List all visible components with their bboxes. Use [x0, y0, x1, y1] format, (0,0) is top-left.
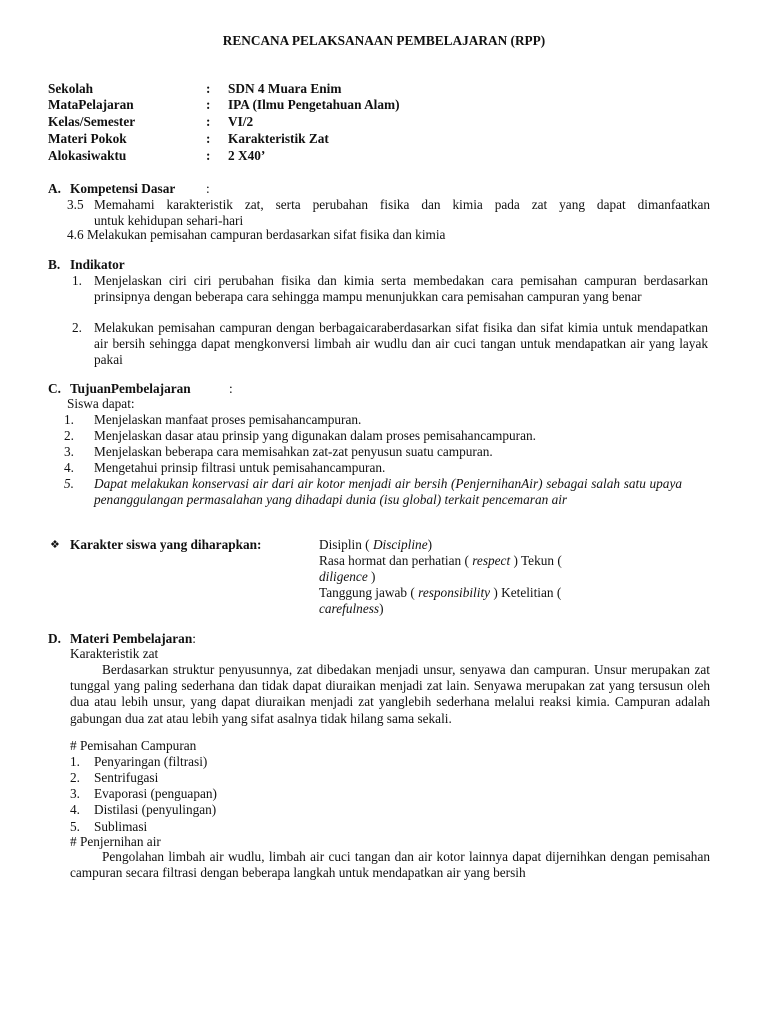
identity-value: VI/2: [228, 114, 254, 129]
list-number: 5.: [70, 819, 80, 834]
diamond-bullet-icon: ❖: [50, 538, 60, 551]
list-number: 4.: [70, 802, 80, 817]
list-item: Menjelaskan dasar atau prinsip yang digunakan dalam proses pemisahancampuran.: [94, 428, 536, 443]
identity-label: Alokasiwaktu: [48, 148, 127, 163]
karakter-line: carefulness): [319, 601, 384, 616]
identity-label: Materi Pokok: [48, 131, 127, 146]
list-item: Menjelaskan manfaat proses pemisahancampuran.: [94, 412, 362, 427]
section-letter: B.: [48, 257, 61, 272]
list-number: 1.: [72, 273, 82, 288]
list-item: Mengetahui prinsip filtrasi untuk pemisahancampuran.: [94, 460, 386, 475]
section-heading: TujuanPembelajaran: [70, 381, 191, 396]
list-item: Evaporasi (penguapan): [94, 786, 217, 801]
list-item: Dapat melakukan konservasi air dari air kotor menjadi air bersih (PenjernihanAir) sebagai salah satu upaya penanggulangan permasalahan yang dihadapi dunia (isu global) terkait pencemaran air: [94, 476, 682, 507]
kd-text: Memahami karakteristik zat, serta perubahan fisika dan kimia pada zat yang dapat dimanfaatkan: [94, 197, 710, 212]
list-number: 5.: [64, 476, 74, 491]
list-number: 1.: [64, 412, 74, 427]
kd-text: 4.6 Melakukan pemisahan campuran berdasarkan sifat fisika dan kimia: [67, 227, 446, 242]
list-item: Sentrifugasi: [94, 770, 159, 785]
list-item: Distilasi (penyulingan): [94, 802, 217, 817]
identity-colon: :: [206, 114, 211, 129]
list-item: Menjelaskan beberapa cara memisahkan zat-zat penyusun suatu campuran.: [94, 444, 493, 459]
identity-colon: :: [206, 81, 211, 96]
section-heading: Kompetensi Dasar: [70, 181, 176, 196]
section-letter: D.: [48, 631, 61, 646]
identity-label: Sekolah: [48, 81, 94, 96]
materi-subtitle: Karakteristik zat: [70, 646, 159, 661]
list-number: 1.: [70, 754, 80, 769]
materi-paragraph: Berdasarkan struktur penyusunnya, zat dibedakan menjadi unsur, senyawa dan campuran. Unsur merupakan zat tunggal yang paling sederhana dan tidak dapat diuraikan menjadi zat lain. Senyawa merupakan zat yang tersusun oleh dua atau lebih unsur, yang dapat diuraikan menjadi zat yanglebih sederhana melalui reaksi kimia. Campuran adalah gabungan dua zat atau lebih yang sifat asalnya tidak hilang sama sekali.: [70, 662, 710, 726]
identity-value: IPA (Ilmu Pengetahuan Alam): [228, 97, 400, 112]
section-colon: :: [206, 181, 210, 196]
list-number: 2.: [72, 320, 82, 335]
karakter-line: Disiplin ( Discipline): [319, 537, 433, 552]
list-number: 2.: [64, 428, 74, 443]
section-heading: Indikator: [70, 257, 125, 272]
list-number: 2.: [70, 770, 80, 785]
list-number: 4.: [64, 460, 74, 475]
kd-text-continued: untuk kehidupan sehari-hari: [94, 213, 244, 228]
pemisahan-heading: # Pemisahan Campuran: [70, 738, 197, 753]
karakter-heading: Karakter siswa yang diharapkan:: [70, 537, 262, 552]
penjernihan-heading: # Penjernihan air: [70, 834, 161, 849]
identity-label: Kelas/Semester: [48, 114, 136, 129]
karakter-line: Tanggung jawab ( responsibility ) Ketelitian (: [319, 585, 562, 600]
identity-colon: :: [206, 97, 211, 112]
list-item: Sublimasi: [94, 819, 148, 834]
list-number: 3.: [70, 786, 80, 801]
karakter-line: diligence ): [319, 569, 376, 584]
section-intro: Siswa dapat:: [67, 396, 135, 411]
document-title: RENCANA PELAKSANAAN PEMBELAJARAN (RPP): [222, 33, 546, 48]
identity-value: Karakteristik Zat: [228, 131, 329, 146]
identity-colon: :: [206, 148, 211, 163]
list-item: Melakukan pemisahan campuran dengan berbagaicaraberdasarkan sifat fisika dan sifat kimia untuk mendapatkan air bersih sehingga dapat mengkonversi limbah air wudlu dan air cuci tangan untuk mendapatkan air yang layak pakai: [94, 320, 708, 368]
section-heading: Materi Pembelajaran:: [70, 631, 196, 646]
identity-value: SDN 4 Muara Enim: [228, 81, 342, 96]
section-colon: :: [229, 381, 233, 396]
identity-label: MataPelajaran: [48, 97, 134, 112]
identity-colon: :: [206, 131, 211, 146]
list-number: 3.: [64, 444, 74, 459]
section-letter: A.: [48, 181, 61, 196]
list-item: Penyaringan (filtrasi): [94, 754, 208, 769]
penjernihan-paragraph: Pengolahan limbah air wudlu, limbah air cuci tangan dan air kotor lainnya dapat dijernihkan dengan pemisahan campuran secara filtrasi dengan beberapa langkah untuk mendapatkan air yang bersih: [70, 849, 710, 881]
list-item: Menjelaskan ciri ciri perubahan fisika dan kimia serta membedakan cara pemisahan campuran berdasarkan prinsipnya dengan beberapa cara sehingga mampu menunjukkan cara pemisahan campuran yang benar: [94, 273, 708, 305]
karakter-line: Rasa hormat dan perhatian ( respect ) Tekun (: [319, 553, 562, 568]
kd-number: 3.5: [67, 197, 84, 212]
section-letter: C.: [48, 381, 61, 396]
identity-value: 2 X40’: [228, 148, 266, 163]
